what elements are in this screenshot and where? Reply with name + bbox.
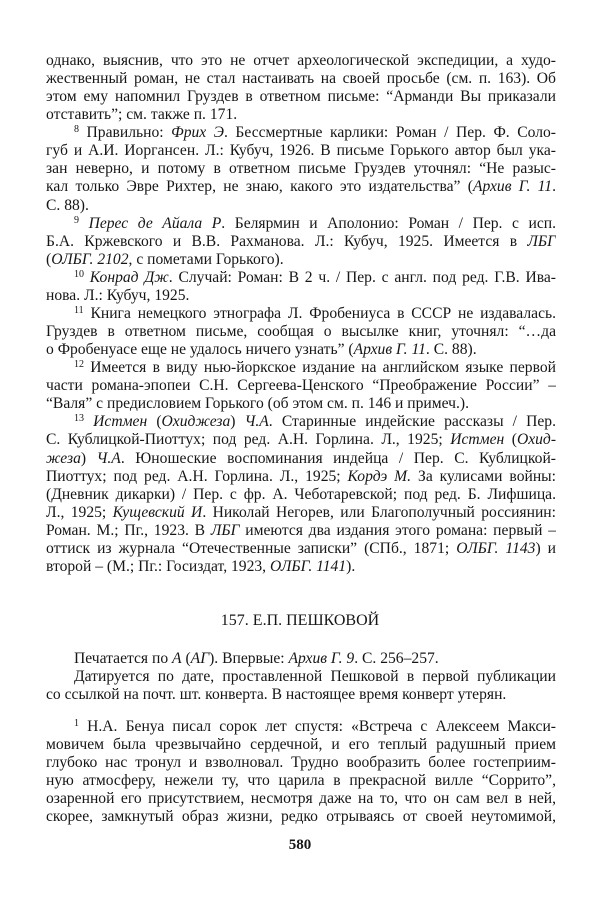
text-run: второй – (М.; Пг.: Госиздат, 1923, <box>46 557 270 575</box>
text-line <box>46 251 556 269</box>
text-line <box>46 287 556 305</box>
footnote-marker: 11 <box>74 304 84 316</box>
text-run: С. 88). <box>46 196 89 214</box>
text-run <box>79 215 89 232</box>
footnote-marker: 1 <box>74 718 79 729</box>
text-line <box>46 668 556 686</box>
italic-text: Охиджеза <box>161 413 231 431</box>
italic-text: жеза <box>46 449 81 467</box>
italic-text: Истмен <box>450 431 505 449</box>
italic-text: ЛБГ <box>527 232 556 250</box>
text-run: этом ему напомнил Груздев в ответном письме: “Арманди Вы приказали <box>46 88 556 106</box>
text-line <box>46 305 556 323</box>
text-line <box>46 558 556 576</box>
text-line <box>46 650 556 668</box>
text-run: . С. 88). <box>425 341 477 359</box>
text-line <box>46 413 556 431</box>
text-run: Пиоттух; под ред. А.Н. Горлина. Л., 1925; <box>46 467 348 485</box>
text-line <box>46 522 556 540</box>
text-run: (Дневник дикарки) / Пер. с фр. А. Чеботаревской; под ред. Б. Лифшица. <box>46 485 556 503</box>
text-run: . Старинные индейские рассказы / Пер. <box>268 413 556 431</box>
italic-text: А <box>172 650 182 667</box>
text-line <box>46 70 556 88</box>
text-run: оттиск из журнала “Отечественные записки” (СПб., 1871; <box>46 539 457 557</box>
footnote-marker: 12 <box>74 359 84 371</box>
text-run: . Белярмин и Аполонио: Роман / Пер. с исп. <box>221 214 556 232</box>
text-run: ( <box>147 413 162 431</box>
text-run: со ссылкой на почт. шт. конверта. В настоящее время конверт утерян. <box>46 686 507 703</box>
text-run: Л., 1925; <box>46 503 113 521</box>
italic-text: Охид- <box>516 431 556 449</box>
italic-text: ОЛБГ. 1141 <box>269 557 347 575</box>
text-line <box>46 772 556 790</box>
footnote-marker: 8 <box>74 124 79 136</box>
text-line <box>46 88 556 106</box>
text-run: ) и <box>535 539 556 557</box>
text-run: Имеется в виду нью-йоркское издание на английском языке первой <box>84 359 556 377</box>
text-run: однако, выяснив, что это не отчет археологической экспедиции, а худо- <box>46 52 556 69</box>
text-run: , с пометами Горького). <box>128 250 284 268</box>
text-run: ) <box>80 449 97 467</box>
italic-text: Кордэ М. <box>347 467 412 485</box>
text-run: глубоко нас тронул и взволновал. Трудно вообразить более гостеприим- <box>46 754 556 771</box>
italic-text: Перес де Айала Р <box>88 214 222 232</box>
text-run: . С. 256–257. <box>354 650 439 667</box>
footnote-marker: 9 <box>74 214 79 226</box>
text-run: Груздев в ответном письме, сообщая о высылке книг, уточнял: “…да <box>46 323 556 341</box>
text-run: Датируется по дате, проставленной Пешковой в первой публикации <box>74 668 556 685</box>
text-run: Правильно: <box>79 124 172 142</box>
italic-text: Ч.А <box>96 449 121 467</box>
text-run: имеются два издания этого романа: первый – <box>239 521 556 539</box>
text-run: губ и А.И. Иоргансен. Л.: Кубуч, 1926. В письме Горького автор был ука- <box>46 142 556 160</box>
text-run: жественный роман, не стал настаивать на своей просьбе (см. п. 163). Об <box>46 70 556 88</box>
text-line <box>46 504 556 522</box>
italic-text: Фрих Э <box>171 124 224 142</box>
text-line <box>46 486 556 504</box>
italic-text: Истмен <box>93 413 148 431</box>
italic-text: Конрад Дж <box>89 268 169 286</box>
text-line <box>46 233 556 251</box>
footnote-marker: 10 <box>74 268 84 280</box>
text-run: озаренной его присутствием, несмотря даже на то, что он сам вел в ней, <box>46 790 556 807</box>
text-line <box>46 377 556 395</box>
text-line <box>46 341 556 359</box>
text-line <box>46 52 556 70</box>
text-run: . Случай: Роман: В 2 ч. / Пер. с англ. под ред. Г.В. Ива- <box>168 268 556 286</box>
text-line <box>46 395 556 413</box>
text-line <box>46 142 556 160</box>
text-run: ( <box>46 250 52 268</box>
section-title: 157. Е.П. ПЕШКОВОЙ <box>220 612 380 629</box>
text-line <box>46 468 556 486</box>
text-run: ). Впервые: <box>209 650 289 667</box>
text-run: ) <box>230 413 245 431</box>
text-run: ( <box>181 650 191 667</box>
text-run: ( <box>504 431 517 449</box>
italic-text: Ч.А <box>244 413 269 431</box>
text-run: о Фробенуасе еще не удалось ничего узнать” ( <box>46 341 354 359</box>
text-run: . Юношеские воспоминания индейца / Пер. С. Кублицкой- <box>120 449 556 467</box>
text-run: скорее, замкнутый образ жизни, редко отрываясь от своей неутомимой, <box>46 808 556 825</box>
text-line <box>46 808 556 826</box>
text-line <box>46 790 556 808</box>
text-line <box>46 431 556 449</box>
text-line <box>46 359 556 377</box>
text-line <box>46 540 556 558</box>
text-line <box>46 215 556 233</box>
footnote-marker: 13 <box>74 413 84 425</box>
text-run: . Николай Негорев, или Благополучный россиянин: <box>202 503 556 521</box>
italic-text: Архив Г. 11 <box>353 341 426 359</box>
text-run: “Валя” с предисловием Горького (об этом см. п. 146 и примеч.). <box>46 395 470 413</box>
italic-text: Архив Г. 11 <box>472 178 553 196</box>
text-run: С. Кублицкой-Пиоттух; под ред. А.Н. Горлина. Л., 1925; <box>46 431 451 449</box>
text-run: мовичем была чрезвычайно сердечной, и его теплый радушный прием <box>46 736 556 753</box>
text-line <box>46 736 556 754</box>
text-run: Б.А. Кржевского и В.В. Рахманова. Л.: Кубуч, 1925. Имеется в <box>46 232 528 250</box>
text-line <box>46 686 556 704</box>
italic-text: ЛБГ <box>210 521 240 539</box>
text-run <box>84 413 93 430</box>
text-line <box>46 160 556 178</box>
text-line <box>46 323 556 341</box>
text-run: Н.А. Бенуа писал сорок лет спустя: «Встреча с Алексеем Макси- <box>79 718 556 735</box>
text-line <box>46 754 556 772</box>
italic-text: Архив Г. 9 <box>288 650 355 667</box>
italic-text: Кущевский И <box>112 503 203 521</box>
italic-text: АГ <box>190 650 210 667</box>
italic-text: ОЛБГ. 1143 <box>456 539 536 557</box>
page-number: 580 <box>288 837 312 853</box>
text-run: . Бессмертные карлики: Роман / Пер. Ф. Соло- <box>223 124 556 142</box>
text-run: Роман. М.; Пг., 1923. В <box>46 521 211 539</box>
text-run: ). <box>346 557 356 575</box>
text-run: За кулисами войны: <box>411 467 556 485</box>
text-run: нова. Л.: Кубуч, 1925. <box>46 286 190 304</box>
text-line <box>46 718 556 736</box>
text-line <box>46 269 556 287</box>
text-run: отставить”; см. также п. 171. <box>46 106 238 124</box>
text-run: Печатается по <box>74 650 173 667</box>
text-line <box>46 450 556 468</box>
text-line <box>46 178 556 196</box>
italic-text: ОЛБГ. 2102 <box>51 250 129 268</box>
text-run: ную атмосферу, нежели ту, что царила в прекрасной вилле “Соррито”, <box>46 772 556 789</box>
text-line <box>46 106 556 124</box>
text-run: . <box>552 178 556 196</box>
text-run: части романа-эпопеи С.Н. Сергеева-Ценского “Преображение России” – <box>46 377 556 395</box>
text-line <box>46 197 556 215</box>
text-run: Книга немецкого этнографа Л. Фробениуса в СССР не издавалась. <box>83 304 556 322</box>
text-line <box>46 124 556 142</box>
text-run: зан неверно, и потому в ответном письме Груздев уточнял: “Не разыс- <box>46 160 556 178</box>
text-run: кал только Эвре Рихтер, не знаю, какого это издательства” ( <box>46 178 473 196</box>
